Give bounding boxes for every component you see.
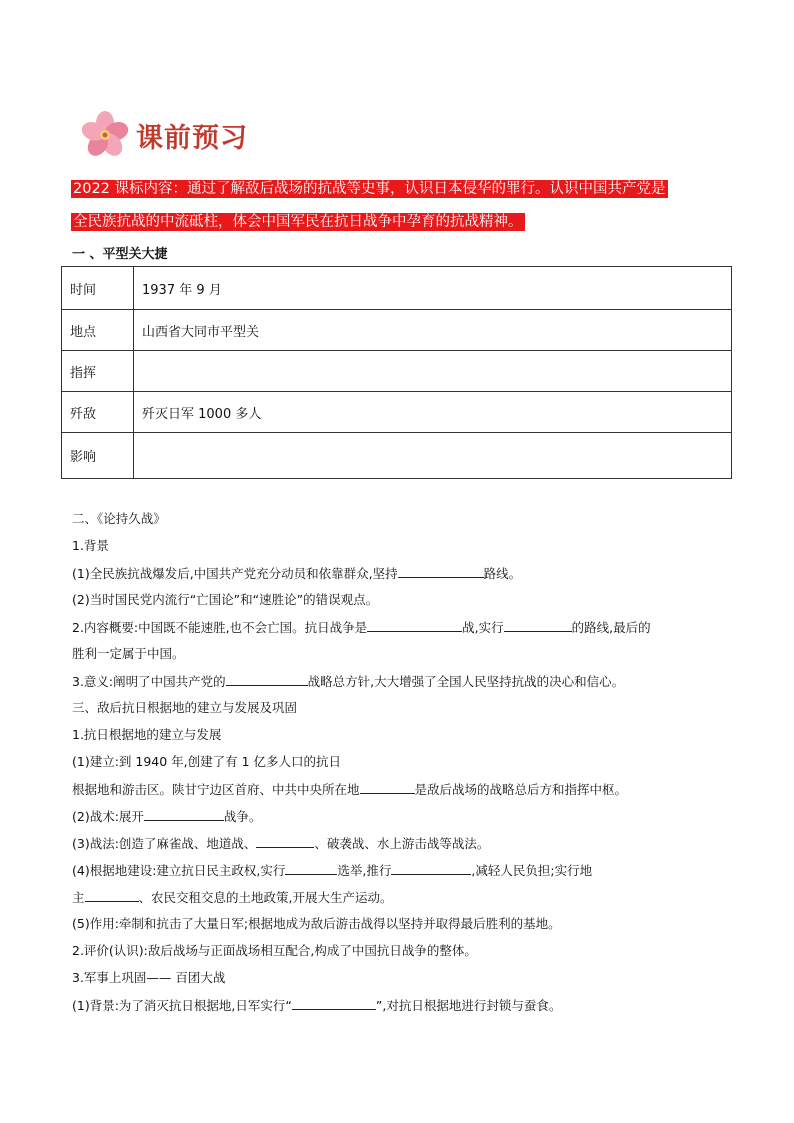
row-value: 山西省大同市平型关 xyxy=(134,310,732,351)
fill-blank[interactable] xyxy=(292,996,376,1010)
subsection-1: 1.抗日根据地的建立与发展 xyxy=(72,727,222,742)
fill-blank[interactable] xyxy=(85,888,139,902)
content-summary-2: 胜利一定属于中国。 xyxy=(72,646,185,661)
establish-item-2: 根据地和游击区。陕甘宁边区首府、中共中央所在地 是敌后战场的战略总后方和指挥中枢。 xyxy=(72,782,628,797)
row-value xyxy=(134,351,732,392)
fill-blank[interactable] xyxy=(256,834,314,848)
base-building-item-2: 主 、农民交租交息的土地政策,开展大生产运动。 xyxy=(72,890,393,905)
row-label: 地点 xyxy=(62,310,134,351)
row-value xyxy=(134,433,732,479)
fill-blank[interactable] xyxy=(360,780,415,794)
section3-title: 三、敌后抗日根据地的建立与发展及巩固 xyxy=(72,700,298,715)
content-summary: 2.内容概要:中国既不能速胜,也不会亡国。抗日战争是 战,实行 的路线,最后的 xyxy=(72,620,651,635)
row-label: 指挥 xyxy=(62,351,134,392)
background-item-1: (1)全民族抗战爆发后,中国共产党充分动员和依靠群众,坚持 路线。 xyxy=(72,566,522,581)
table-row xyxy=(62,267,732,310)
battle-info-table xyxy=(61,266,732,479)
fill-blank[interactable] xyxy=(226,672,308,686)
table-row xyxy=(62,392,732,433)
fill-blank[interactable] xyxy=(367,618,462,632)
fill-blank[interactable] xyxy=(504,618,572,632)
role-item: (5)作用:牵制和抗击了大量日军;根据地成为敌后游击战得以坚持并取得最后胜利的基地。 xyxy=(72,916,561,931)
fill-blank[interactable] xyxy=(144,807,224,821)
fill-blank[interactable] xyxy=(391,861,471,875)
header-title: 课前预习 xyxy=(136,122,248,154)
fill-blank[interactable] xyxy=(285,861,337,875)
table-row xyxy=(62,351,732,392)
base-building-item: (4)根据地建设:建立抗日民主政权,实行 选举,推行 ,减轻人民负担;实行地 xyxy=(72,863,593,878)
flower-icon xyxy=(78,110,132,160)
table-row xyxy=(62,310,732,351)
row-label: 歼敌 xyxy=(62,392,134,433)
methods-item: (3)战法:创造了麻雀战、地道战、 、破袭战、水上游击战等战法。 xyxy=(72,836,490,851)
row-value: 歼灭日军 1000 多人 xyxy=(134,392,732,433)
section1-title: 一 、平型关大捷 xyxy=(72,247,168,262)
military-background: (1)背景:为了消灭抗日根据地,日军实行“ ”,对抗日根据地进行封锁与蚕食。 xyxy=(72,998,562,1013)
standard-banner-line1: 2022 课标内容：通过了解敌后战场的抗战等史事，认识日本侵华的罪行。认识中国共产党是 xyxy=(73,181,666,197)
fill-blank[interactable] xyxy=(398,564,484,578)
table-row xyxy=(62,433,732,479)
row-label: 时间 xyxy=(62,267,134,310)
establish-item: (1)建立:到 1940 年,创建了有 1 亿多人口的抗日 xyxy=(72,754,342,769)
evaluation-item: 2.评价(认识):敌后战场与正面战场相互配合,构成了中国抗日战争的整体。 xyxy=(72,943,477,958)
background-item-2: (2)当时国民党内流行“亡国论”和“速胜论”的错误观点。 xyxy=(72,592,379,607)
background-heading: 1.背景 xyxy=(72,538,109,553)
section2-title: 二、《论持久战》 xyxy=(72,511,166,526)
section-header xyxy=(78,110,248,160)
row-value: 1937 年 9 月 xyxy=(134,267,732,310)
significance: 3.意义:阐明了中国共产党的 战略总方针,大大增强了全国人民坚持抗战的决心和信心。 xyxy=(72,674,625,689)
military-heading: 3.军事上巩固—— 百团大战 xyxy=(72,970,226,985)
row-label: 影响 xyxy=(62,433,134,479)
tactics-item: (2)战术:展开 战争。 xyxy=(72,809,262,824)
standard-banner-line2: 全民族抗战的中流砥柱，体会中国军民在抗日战争中孕育的抗战精神。 xyxy=(73,214,523,230)
